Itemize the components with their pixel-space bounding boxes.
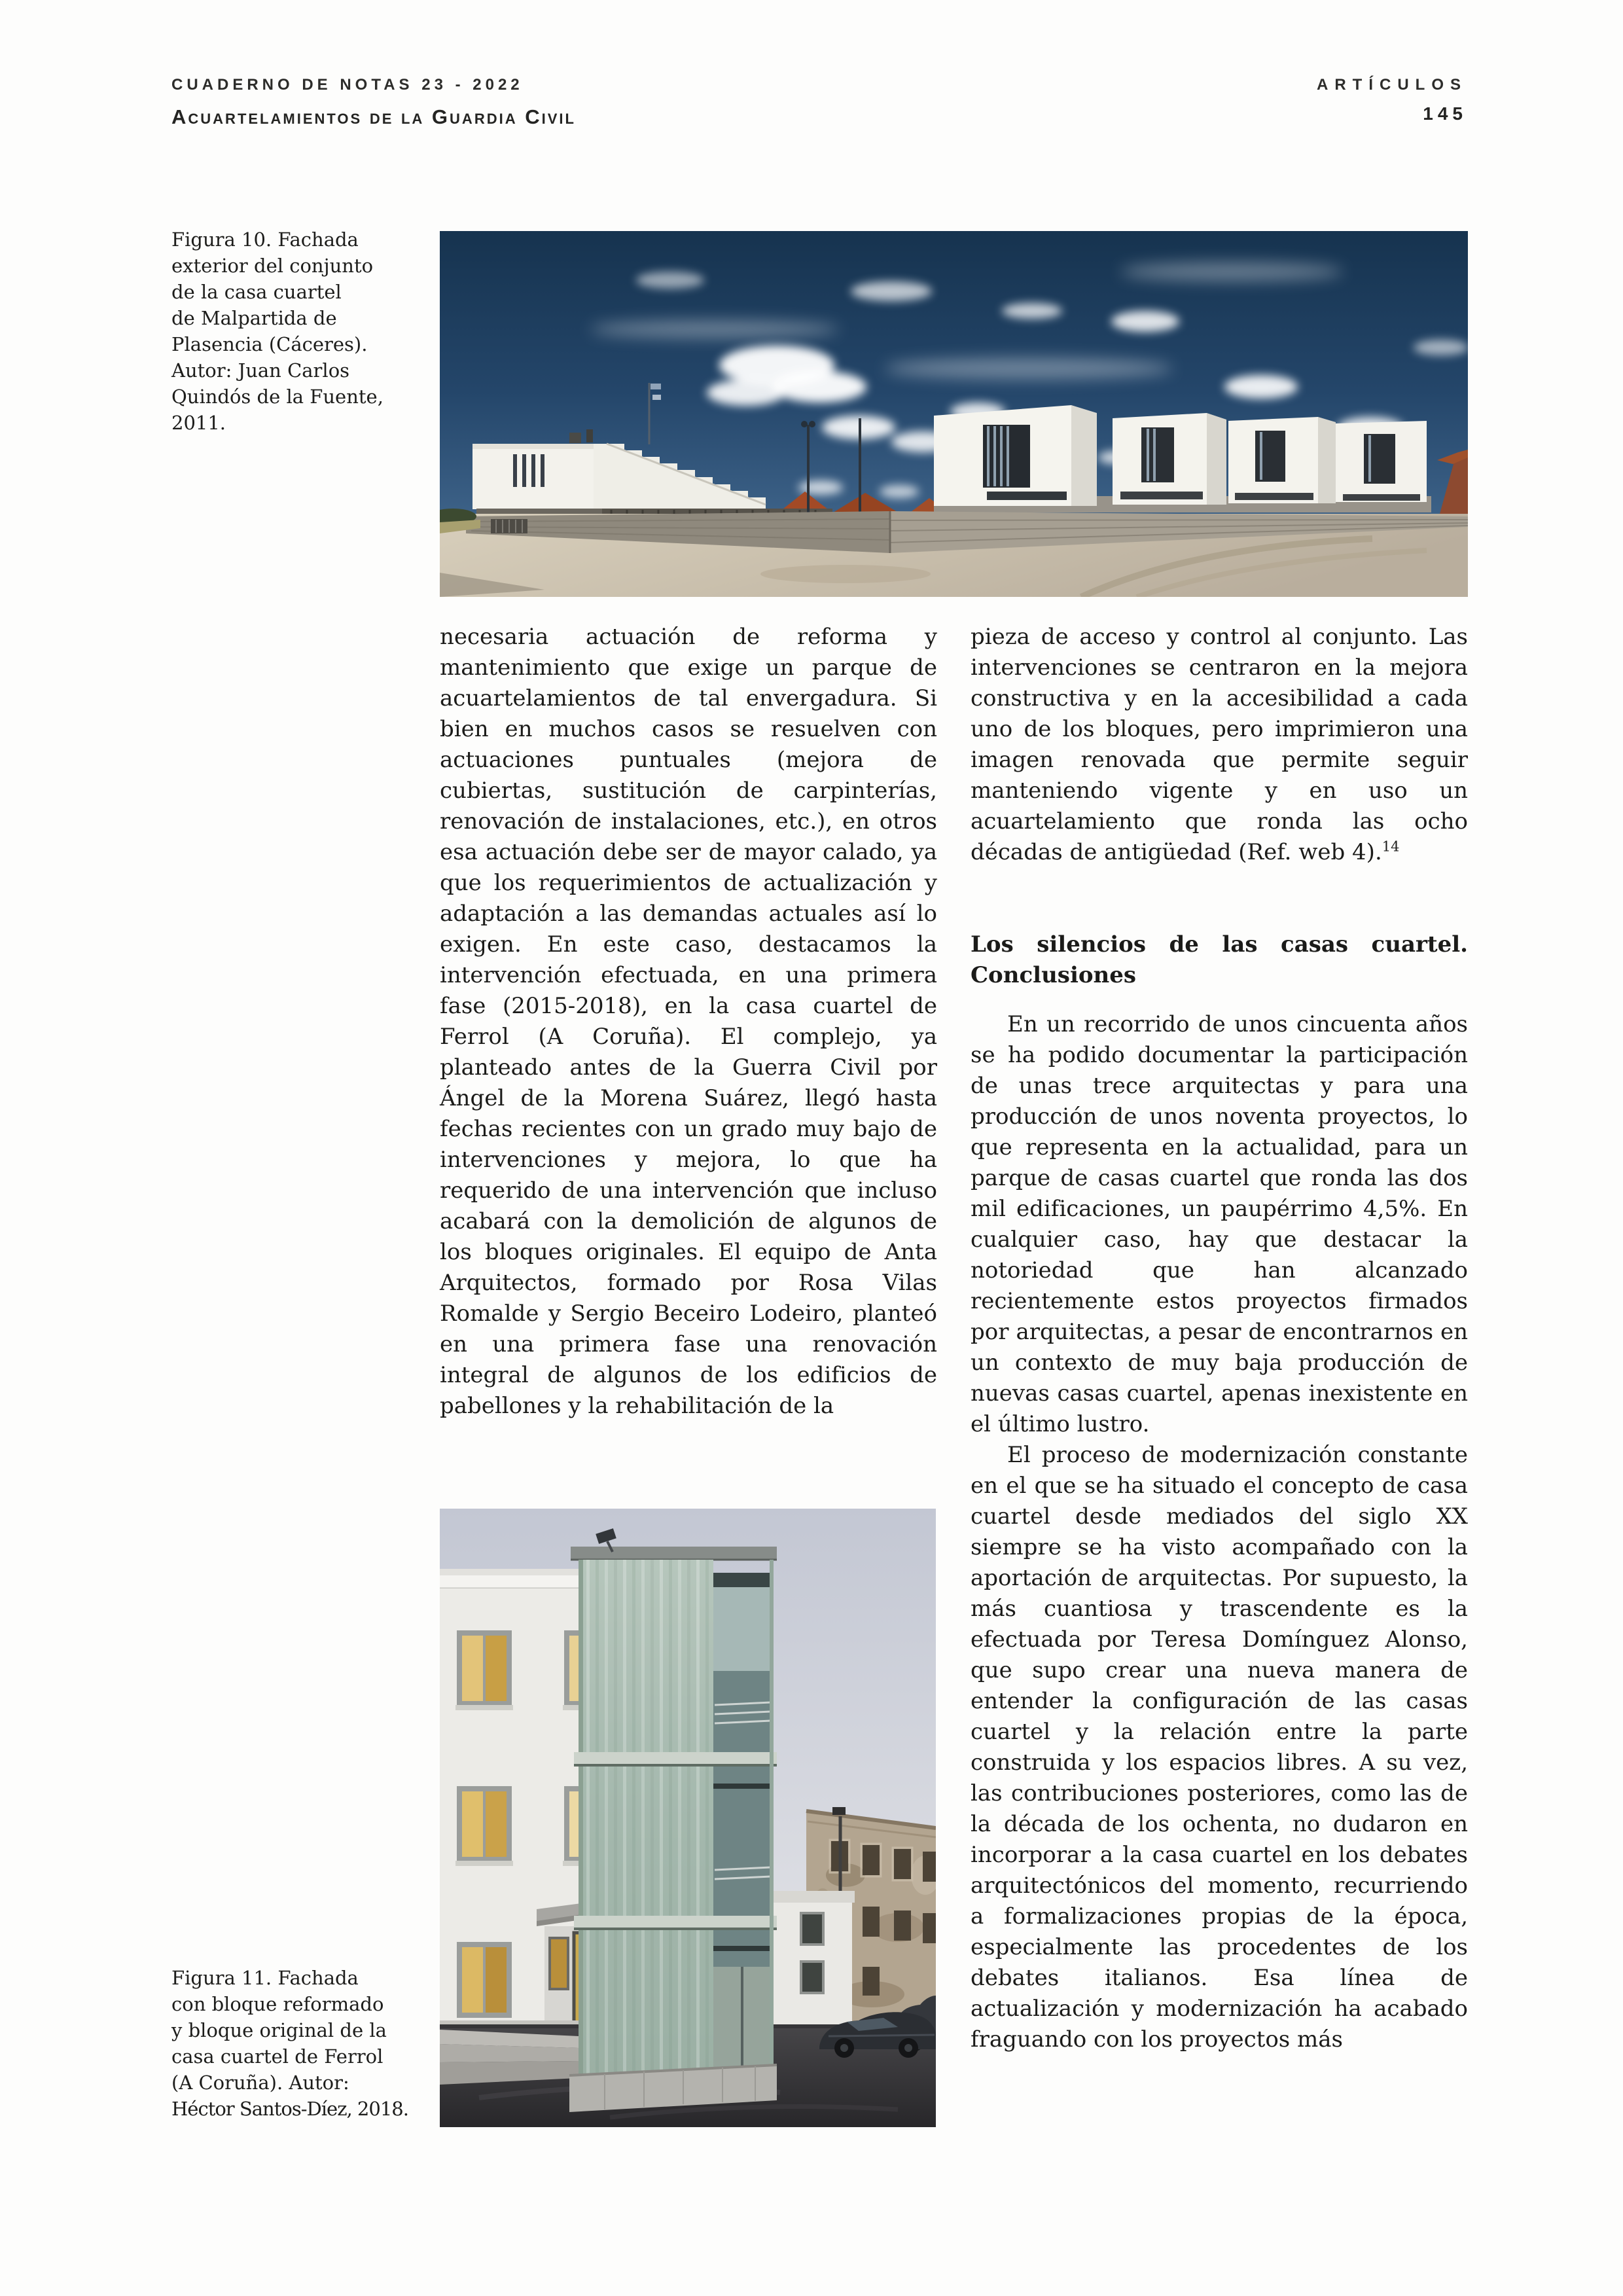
page-number: 145: [1423, 103, 1467, 124]
figure-10-photo: [440, 231, 1468, 597]
caption-line: con bloque reformado: [171, 1993, 384, 2015]
running-head-left: [171, 76, 576, 129]
caption-line: (A Coruña). Autor:: [171, 2072, 349, 2094]
figure-11-photo: [440, 1509, 936, 2127]
caption-line: y bloque original de la: [171, 2019, 387, 2041]
paragraph-text: pieza de acceso y control al conjunto. Las intervenciones se centraron en la mejora constructiva y en la accesibilidad a cada uno de los bloques, pero imprimieron una imagen renovada que permite seguir manteniendo vigente y en uso un acuartelamiento que ronda las ocho décadas de antigüedad (Ref. web 4).: [971, 624, 1468, 865]
section-heading: Los silencios de las casas cuartel. Conclusiones: [971, 931, 1468, 988]
section-label: ARTÍCULOS: [1317, 76, 1467, 94]
body-paragraph: [971, 622, 1468, 868]
caption-line: Figura 10. Fachada: [171, 228, 359, 251]
figure-11-caption: [171, 1965, 420, 2122]
body-paragraph: necesaria actuación de reforma y mantenimiento que exige un parque de acuartelamientos de tal envergadura. Si bien en muchos casos se resuelven con actuaciones puntuales (mejora de cubiertas, sustitución de carpinterías, renovación de instalaciones, etc.), en otros esa actuación debe ser de mayor calado, ya que los requerimientos de actualización y adaptación a las demandas actuales así lo exigen. En este caso, destacamos la intervención efectuada, en una primera fase (2015-2018), en la casa cuartel de Ferrol (A Coruña). El complejo, ya planteado antes de la Guerra Civil por Ángel de la Morena Suárez, llegó hasta fechas recientes con un grado muy bajo de intervenciones y mejora, lo que ha requerido de una intervención que incluso acabará con la demolición de algunos de los bloques originales. El equipo de Anta Arquitectos, formado por Rosa Vilas Romalde y Sergio Beceiro Lodeiro, planteó en una primera fase una renovación integral de algunos de los edificios de pabellones y la rehabilitación de la: [440, 624, 937, 1419]
article-series-title: Acuartelamientos de la Guardia Civil: [171, 105, 576, 128]
caption-line: de Malpartida de: [171, 307, 337, 329]
caption-line: Héctor Santos-Díez, 2018.: [171, 2098, 408, 2120]
entrance-steps: [440, 2030, 579, 2085]
caption-line: Plasencia (Cáceres).: [171, 333, 368, 355]
caption-line: exterior del conjunto: [171, 255, 374, 277]
caption-line: Quindós de la Fuente,: [171, 386, 383, 408]
running-head-right: [1317, 76, 1467, 124]
glass-tower: [569, 1528, 777, 2112]
caption-line: Figura 11. Fachada: [171, 1967, 359, 1989]
right-column: [971, 622, 1468, 2055]
caption-line: de la casa cuartel: [171, 281, 342, 303]
footnote-marker: 14: [1382, 838, 1400, 855]
journal-title: CUADERNO DE NOTAS 23 - 2022: [171, 76, 524, 94]
caption-line: casa cuartel de Ferrol: [171, 2045, 383, 2068]
figure-10-caption: [171, 226, 420, 436]
body-paragraph: En un recorrido de unos cincuenta años se ha podido documentar la participación de unas trece arquitectas y para una producción de unos noventa proyectos, lo que representa en la actualidad, para un parque de casas cuartel que ronda las dos mil edificaciones, un paupérrimo 4,5%. En cualquier caso, hay que destacar la notoriedad que han alcanzado recientemente estos proyectos firmados por arquitectas, a pesar de encontrarnos en un contexto de muy baja producción de nuevas casas cuartel, apenas inexistente en el último lustro.: [971, 1011, 1468, 1437]
left-column: [440, 622, 937, 1422]
caption-line: Autor: Juan Carlos: [171, 359, 350, 382]
body-paragraph: El proceso de modernización constante en el que se ha situado el concepto de casa cuartel desde mediados del siglo XX siempre se ha visto acompañado con la aportación de arquitectas. Por supuesto, la más cuantiosa y trascendente es la efectuada por Teresa Domínguez Alonso, que supo crear una nueva manera de entender la configuración de las casas cuartel y la relación entre la parte construida y los espacios libres. A su vez, las contribuciones posteriores, como las de la década de los ochenta, no dudaron en incorporar a la casa cuartel en los debates arquitectónicos del momento, recurriendo a formalizaciones propias de la época, especialmente las procedentes de los debates italianos. Esa línea de actualización y modernización ha acabado fraguando con los proyectos más: [971, 1442, 1468, 2053]
caption-line: 2011.: [171, 412, 226, 434]
